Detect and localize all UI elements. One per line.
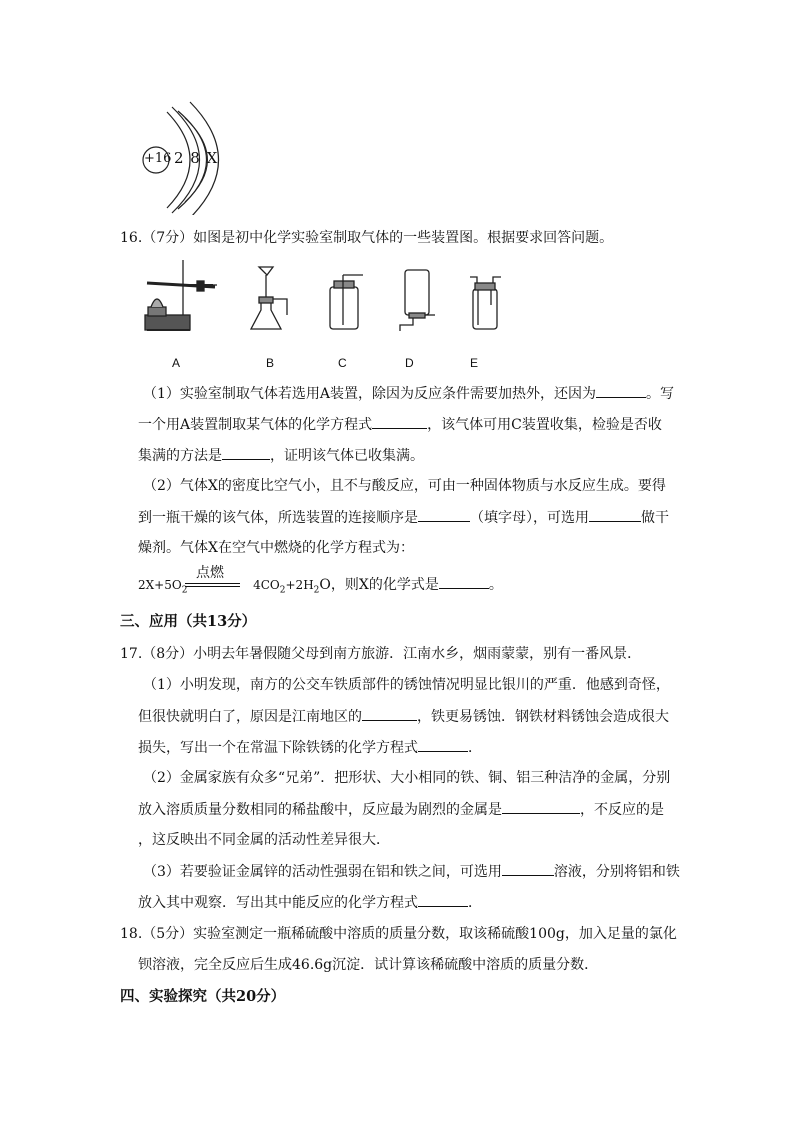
apparatus-figure <box>135 255 515 340</box>
section-3-title: 三、应用（共13分） <box>120 613 257 630</box>
answer-blank[interactable] <box>418 737 468 752</box>
q16-part2-line3: 燥剂。气体X在空气中燃烧的化学方程式为： <box>138 540 414 556</box>
electron-shell-numbers: 2 8 X <box>174 149 219 167</box>
apparatus-label-a: A <box>172 356 181 370</box>
q17-part2-line1: （2）金属家族有众多“兄弟”．把形状、大小相同的铁、铜、铝三种洁净的金属，分别 <box>143 770 671 786</box>
q16-intro: 16.（7分）如图是初中化学实验室制取气体的一些装置图。根据要求回答问题。 <box>120 230 614 246</box>
q17-part1-line1: （1）小明发现，南方的公交车铁质部件的锈蚀情况明显比银川的严重．他感到奇怪， <box>143 677 670 693</box>
q17-part2-line2: 放入溶质质量分数相同的稀盐酸中，反应最为剧烈的金属是 ，不反应的是 <box>138 799 664 820</box>
apparatus-label-b: B <box>266 356 275 370</box>
apparatus-a-heating <box>145 260 217 330</box>
answer-blank[interactable] <box>418 507 470 522</box>
combustion-equation: $2X+5O_2$ $4CO_2+2H_2O$，则X的化学式是 。 <box>138 574 503 595</box>
apparatus-label-c: C <box>338 356 347 370</box>
apparatus-label-d: D <box>405 356 414 370</box>
q17-intro: 17.（8分）小明去年暑假随父母到南方旅游．江南水乡，烟雨蒙蒙，别有一番风景． <box>120 646 642 662</box>
q16-part1-line2: 一个用A装置制取某气体的化学方程式 ，该气体可用C装置收集，检验是否收 <box>138 414 662 435</box>
answer-blank[interactable] <box>502 861 554 876</box>
apparatus-e-bottle <box>470 277 501 329</box>
q16-part2-line1: （2）气体X的密度比空气小，且不与酸反应，可由一种固体物质与水反应生成。要得 <box>143 478 666 494</box>
section-4-title: 四、实验探究（共20分） <box>120 988 286 1005</box>
q17-part2-line3: ，这反映出不同金属的活动性差异很大． <box>138 832 390 848</box>
answer-blank[interactable] <box>596 383 646 398</box>
reaction-arrow-line <box>185 583 240 584</box>
q17-part1-line2: 但很快就明白了，原因是江南地区的 ，铁更易锈蚀．钢铁材料锈蚀会造成很大 <box>138 706 669 727</box>
answer-blank[interactable] <box>372 414 427 429</box>
q17-part3-line1: （3）若要验证金属锌的活动性强弱在铝和铁之间，可选用 溶液，分别将铝和铁 <box>143 861 680 882</box>
answer-blank[interactable] <box>502 799 580 814</box>
reaction-arrow-line <box>185 586 240 587</box>
q16-part2-line2: 到一瓶干燥的该气体，所选装置的连接顺序是 （填字母），可选用 做干 <box>138 507 669 528</box>
q18-line1: 18.（5分）实验室测定一瓶稀硫酸中溶质的质量分数，取该稀硫酸100g，加入足量的氯化 <box>120 926 677 942</box>
apparatus-label-e: E <box>470 356 479 370</box>
reaction-condition: 点燃 <box>196 565 224 581</box>
answer-blank[interactable] <box>439 574 489 589</box>
answer-blank[interactable] <box>362 706 417 721</box>
apparatus-b-flask <box>251 267 287 329</box>
answer-blank[interactable] <box>222 445 270 460</box>
q18-line2: 钡溶液，完全反应后生成46.6g沉淀．试计算该稀硫酸中溶质的质量分数． <box>138 957 599 973</box>
answer-blank[interactable] <box>589 507 641 522</box>
apparatus-d-bottle <box>400 270 435 331</box>
q17-part1-line3: 损失，写出一个在常温下除铁锈的化学方程式 ． <box>138 737 482 758</box>
q16-part1-line3: 集满的方法是 ，证明该气体已收集满。 <box>138 445 424 466</box>
q17-part3-line2: 放入其中观察．写出其中能反应的化学方程式 ． <box>138 892 482 913</box>
answer-blank[interactable] <box>418 892 468 907</box>
nucleus-charge: +16 <box>144 151 172 166</box>
apparatus-c-bottle <box>330 275 363 329</box>
q16-part1-line1: （1）实验室制取气体若选用A装置，除因为反应条件需要加热外，还因为 。写 <box>143 383 674 404</box>
